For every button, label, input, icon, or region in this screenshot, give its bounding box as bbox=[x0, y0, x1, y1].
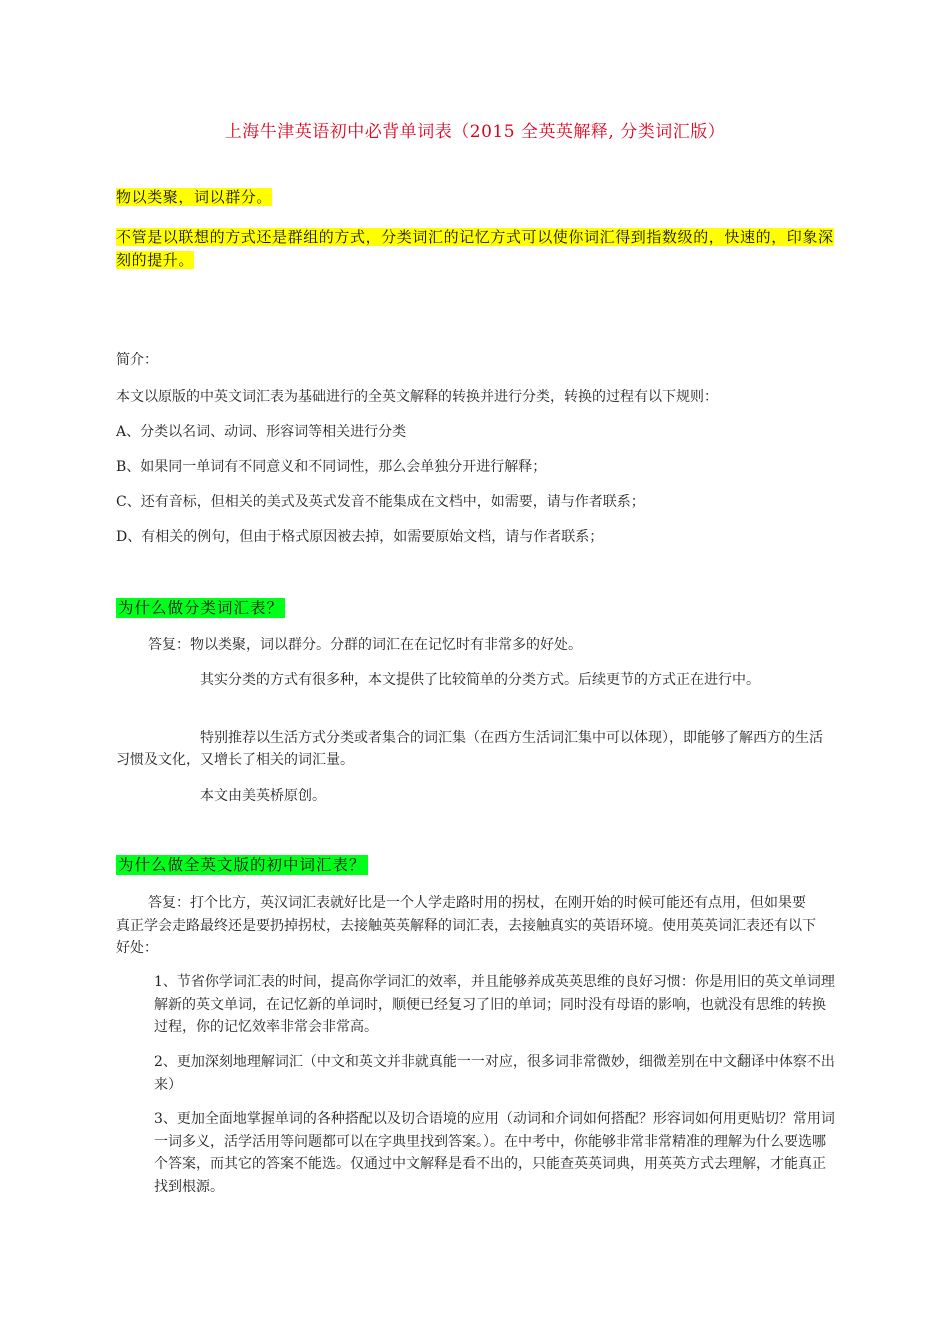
motto-line: 物以类聚，词以群分。 bbox=[116, 188, 273, 206]
benefit-2: 2、更加深刻地理解词汇（中文和英文并非就真能一一对应，很多词非常微妙，细微差别在中文翻译中体察不出来） bbox=[154, 1054, 835, 1093]
section1-heading-wrap bbox=[116, 596, 836, 620]
summary-heading: 简介： bbox=[116, 352, 158, 368]
intro-statement bbox=[116, 226, 836, 272]
section1-p1: 其实分类的方式有很多种，本文提供了比较简单的分类方式。后续更节的方式正在进行中。 bbox=[200, 672, 760, 688]
section1-p2: 特别推荐以生活方式分类或者集合的词汇集（在西方生活词汇集中可以体现），即能够了解西方的生活习惯及文化，又增长了相关的词汇量。 bbox=[116, 730, 823, 768]
benefit-3: 3、更加全面地掌握单词的各种搭配以及切合语境的应用（动词和介词如何搭配？形容词如何用更贴切？常用词一词多义，活学活用等问题都可以在字典里找到答案。）。在中考中，你能够非常非常精准的理解为什么要选哪个答案，而其它的答案不能选。仅通过中文解释是看不出的，只能查英英词典，用英英方式去理解，才能真正找到根源。 bbox=[154, 1111, 835, 1195]
rule-d: D、有相关的例句，但由于格式原因被去掉，如需要原始文档，请与作者联系； bbox=[116, 529, 604, 545]
intro-motto bbox=[116, 186, 836, 209]
section2-heading: 为什么做全英文版的初中词汇表？ bbox=[118, 856, 366, 874]
section1-p3: 本文由美英桥原创。 bbox=[200, 788, 326, 804]
statement-line: 不管是以联想的方式还是群组的方式，分类词汇的记忆方式可以使你词汇得到指数级的，快速的，印象深刻的提升。 bbox=[116, 228, 834, 269]
summary-paragraph: 本文以原版的中英文词汇表为基础进行的全英文解释的转换并进行分类，转换的过程有以下规则： bbox=[116, 389, 718, 405]
section2-answer: 答复：打个比方，英汉词汇表就好比是一个人学走路时用的拐杖，在刚开始的时候可能还有点用，但如果要真正学会走路最终还是要扔掉拐杖，去接触英英解释的词汇表，去接触真实的英语环境。使用英英词汇表还有以下好处： bbox=[116, 895, 816, 956]
section1-heading: 为什么做分类词汇表？ bbox=[118, 599, 284, 617]
document-title: 上海牛津英语初中必背单词表（2015 全英英解释, 分类词汇版） bbox=[224, 122, 726, 142]
section1-answer: 答复：物以类聚，词以群分。分群的词汇在在记忆时有非常多的好处。 bbox=[148, 637, 582, 653]
rule-a: A、分类以名词、动词、形容词等相关进行分类 bbox=[116, 424, 407, 440]
rule-c: C、还有音标，但相关的美式及英式发音不能集成在文档中，如需要，请与作者联系； bbox=[116, 494, 645, 510]
rule-b: B、如果同一单词有不同意义和不同词性，那么会单独分开进行解释； bbox=[116, 459, 547, 475]
benefit-1: 1、节省你学词汇表的时间，提高你学词汇的效率，并且能够养成英英思维的良好习惯：你是用旧的英文单词理解新的英文单词，在记忆新的单词时，顺便已经复习了旧的单词；同时没有母语的影响，也就没有思维的转换过程，你的记忆效率非常会非常高。 bbox=[154, 974, 835, 1035]
section2-heading-wrap bbox=[116, 853, 836, 877]
